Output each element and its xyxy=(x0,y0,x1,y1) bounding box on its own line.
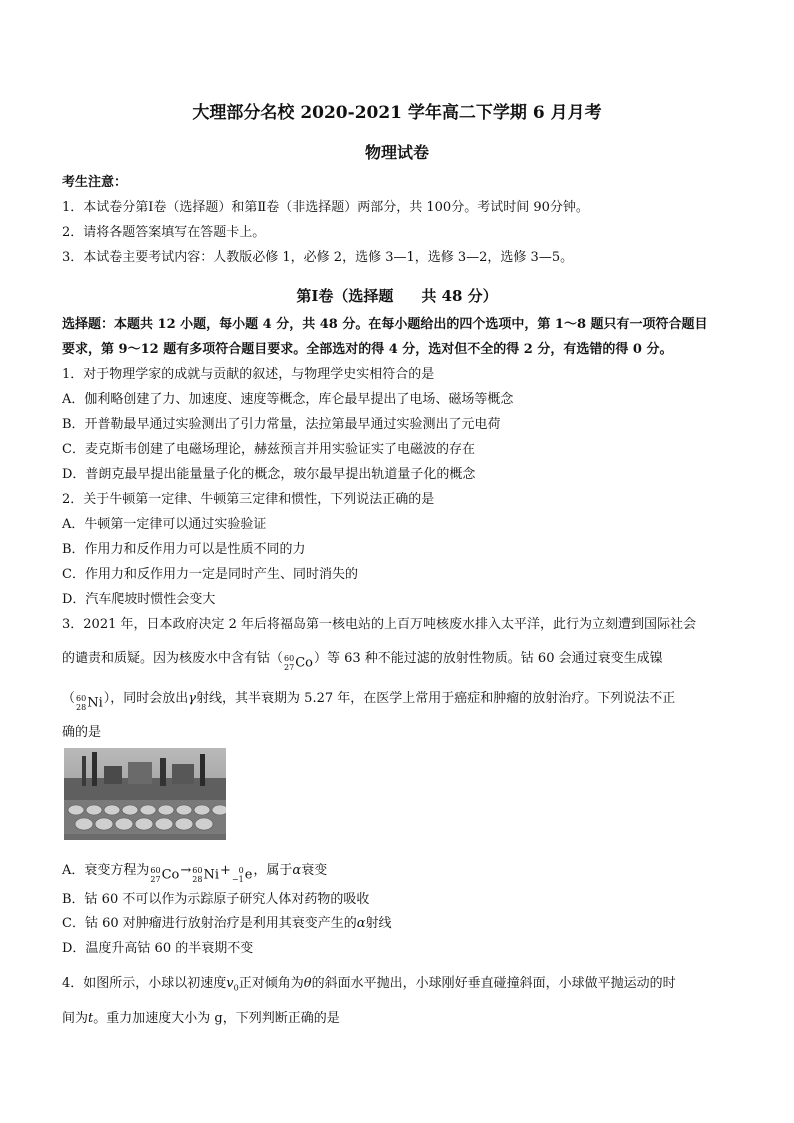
q3-line-3: （ 60 28 Ni），同时会放出γ射线，其半衰期为 5.27 年，在医学上常用于癌症和肿瘤的放射治疗。下列说法不正 xyxy=(62,691,676,712)
q1-option-b: B．开普勒最早通过实验测出了引力常量，法拉第最早通过实验测出了元电荷 xyxy=(62,417,501,432)
q2-option-c: C．作用力和反作用力一定是同时产生、同时消失的 xyxy=(62,567,358,582)
exam-title: 大理部分名校 2020-2021 学年高二下学期 6 月月考 xyxy=(192,103,602,123)
q2-stem: 2．关于牛顿第一定律、牛顿第三定律和惯性，下列说法正确的是 xyxy=(62,492,435,507)
section-instructions-2: 要求，第 9～12 题有多项符合题目要求。全部选对的得 4 分，选对但不全的得 2 分，有选错的得 0 分。 xyxy=(62,342,673,357)
q3-line-4: 确的是 xyxy=(62,725,102,740)
q4-line-2: 间为t。重力加速度大小为 g，下列判断正确的是 xyxy=(62,1011,340,1026)
electron-nuclide: 0 −1 e xyxy=(231,865,253,884)
notes-heading: 考生注意： xyxy=(62,175,128,190)
q3-option-c: C．钴 60 对肿瘤进行放射治疗是利用其衰变产生的α射线 xyxy=(62,916,392,931)
q3-option-d: D．温度升高钴 60 的半衰期不变 xyxy=(62,941,254,956)
nickel-nuclide: 60 28 Ni xyxy=(76,693,103,712)
q1-option-d: D．普朗克最早提出能量量子化的概念，玻尔最早提出轨道量子化的概念 xyxy=(62,467,476,482)
note-2: 2．请将各题答案填写在答题卡上。 xyxy=(62,225,266,240)
q1-option-a: A．伽利略创建了力、加速度、速度等概念，库仑最早提出了电场、磁场等概念 xyxy=(62,392,514,407)
q1-option-c: C．麦克斯韦创建了电磁场理论，赫兹预言并用实验证实了电磁波的存在 xyxy=(62,442,475,457)
q1-stem: 1．对于物理学家的成就与贡献的叙述，与物理学史实相符合的是 xyxy=(62,367,435,382)
q3-line-2: 的谴责和质疑。因为核废水中含有钴（ 60 27 Co）等 63 种不能过滤的放射性物质。钴 60 会通过衰变生成镍 xyxy=(62,651,663,672)
q4-line-1: 4．如图所示，小球以初速度$v_0$正对倾角为θ的斜面水平抛出，小球刚好垂直碰撞斜面，小球做平抛运动的时 xyxy=(62,976,676,993)
exam-subtitle: 物理试卷 xyxy=(364,143,429,162)
q2-option-b: B．作用力和反作用力可以是性质不同的力 xyxy=(62,542,306,557)
q3-option-b: B．钴 60 不可以作为示踪原子研究人体对药物的吸收 xyxy=(62,892,370,907)
section-title: 第Ⅰ卷（选择题 共 48 分） xyxy=(296,287,498,305)
nuclear-plant-photo xyxy=(64,748,226,840)
q3-line-1: 3．2021 年，日本政府决定 2 年后将福岛第一核电站的上百万吨核废水排入太平洋，此行为立刻遭到国际社会 xyxy=(62,617,697,632)
q2-option-a: A．牛顿第一定律可以通过实验验证 xyxy=(62,517,267,532)
q3-option-a: A．衰变方程为 60 27 Co→ 60 28 Ni+ 0 −1 e，属于α衰变 xyxy=(62,863,328,884)
q2-option-d: D．汽车爬坡时惯性会变大 xyxy=(62,592,216,607)
note-3: 3．本试卷主要考试内容：人教版必修 1，必修 2，选修 3—1，选修 3—2，选修 3—5。 xyxy=(62,250,574,265)
nickel-nuclide-eq: 60 28 Ni xyxy=(192,865,219,884)
cobalt-nuclide-eq: 60 27 Co xyxy=(150,865,180,884)
cobalt-nuclide: 60 27 Co xyxy=(284,653,313,672)
note-1: 1．本试卷分第Ⅰ卷（选择题）和第Ⅱ卷（非选择题）两部分，共 100分。考试时间 90分钟。 xyxy=(62,200,589,215)
section-instructions-1: 选择题：本题共 12 小题，每小题 4 分，共 48 分。在每小题给出的四个选项中，第 1～8 题只有一项符合题目 xyxy=(62,317,708,332)
